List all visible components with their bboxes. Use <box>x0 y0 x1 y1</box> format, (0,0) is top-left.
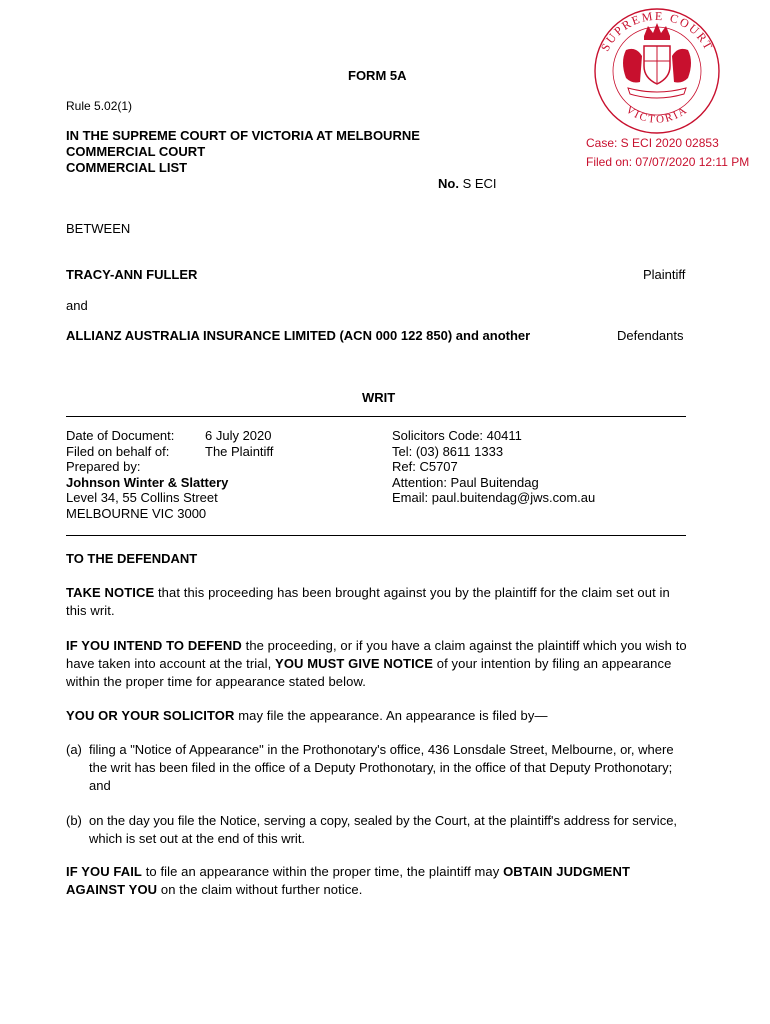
email: Email: paul.buitendag@jws.com.au <box>392 490 596 506</box>
intend-to-defend-paragraph <box>66 637 690 691</box>
law-firm-name: Johnson Winter & Slattery <box>66 474 229 490</box>
intend-to-defend-bold: IF YOU INTEND TO DEFEND <box>66 638 242 653</box>
case-number-stamp: Case: S ECI 2020 02853 <box>586 136 719 150</box>
telephone: Tel: (03) 8611 1333 <box>392 443 504 459</box>
must-give-notice-bold: YOU MUST GIVE NOTICE <box>275 656 434 671</box>
attention: Attention: Paul Buitendag <box>392 474 539 490</box>
obtain-judgment-bold: OBTAIN JUDGMENT AGAINST YOU <box>66 864 630 897</box>
date-label: Date of Document: <box>66 428 175 443</box>
filed-behalf-label: Filed on behalf of: <box>66 443 170 459</box>
plaintiff-name: TRACY-ANN FULLER <box>66 267 198 282</box>
list-item-b <box>66 812 690 848</box>
form-title: FORM 5A <box>348 68 407 83</box>
and-label: and <box>66 298 88 313</box>
take-notice-paragraph <box>66 584 690 620</box>
if-you-fail-end: on the claim without further notice. <box>157 882 363 897</box>
list-item-a <box>66 741 690 795</box>
take-notice-text: that this proceeding has been brought against you by the plaintiff for the claim set out in this writ. <box>66 585 670 618</box>
list-item-b-label: (b) <box>66 813 82 828</box>
date-value: 6 July 2020 <box>205 428 272 443</box>
details-top-rule <box>66 416 686 417</box>
court-line-3: COMMERCIAL LIST <box>66 160 188 175</box>
solicitor-text: may file the appearance. An appearance is filed by— <box>234 708 548 723</box>
plaintiff-role: Plaintiff <box>643 267 686 282</box>
prepared-by-label: Prepared by: <box>66 459 141 475</box>
details-bottom-rule <box>66 535 686 536</box>
firm-address-1: Level 34, 55 Collins Street <box>66 490 218 506</box>
intend-to-defend-text: the proceeding, or if you have a claim against the plaintiff which you wish to have taken into account at the trial, <box>66 638 687 671</box>
court-line-1: IN THE SUPREME COURT OF VICTORIA AT MELBOURNE <box>66 128 420 143</box>
list-item-b-text: on the day you file the Notice, serving a copy, sealed by the Court, at the plaintiff's address for service, which is set out at the end of this writ. <box>89 813 678 846</box>
defendant-name: ALLIANZ AUSTRALIA INSURANCE LIMITED (ACN 000 122 850) and another <box>66 328 531 343</box>
if-you-fail-paragraph <box>66 863 690 899</box>
filed-on-stamp: Filed on: 07/07/2020 12:11 PM <box>586 155 750 169</box>
supreme-court-seal-icon <box>586 6 728 136</box>
to-defendant-heading: TO THE DEFENDANT <box>66 551 198 566</box>
firm-address-2: MELBOURNE VIC 3000 <box>66 505 207 521</box>
proceeding-number-label: No. <box>438 176 459 191</box>
court-line-2: COMMERCIAL COURT <box>66 144 206 159</box>
solicitor-paragraph <box>66 707 690 725</box>
if-you-fail-bold: IF YOU FAIL <box>66 864 142 879</box>
defendant-role: Defendants <box>617 328 684 343</box>
document-title: WRIT <box>362 390 396 405</box>
document-details-left <box>66 428 273 522</box>
proceeding-number <box>438 176 497 191</box>
svg-text:VICTORIA <box>624 104 691 126</box>
reference: Ref: C5707 <box>392 459 458 475</box>
solicitors-code: Solicitors Code: 40411 <box>392 428 522 443</box>
document-details-right <box>392 428 595 506</box>
seal-bottom-text: VICTORIA <box>623 103 691 126</box>
list-item-a-label: (a) <box>66 742 82 757</box>
intend-to-defend-end: of your intention by filing an appearance within the proper time for appearance stated below. <box>66 656 672 689</box>
filed-behalf-value: The Plaintiff <box>205 443 274 459</box>
court-heading <box>66 128 420 176</box>
rule-reference: Rule 5.02(1) <box>66 99 133 113</box>
proceeding-number-value: S ECI <box>462 176 497 191</box>
seal-top-text: SUPREME COURT <box>597 8 717 54</box>
if-you-fail-text: to file an appearance within the proper time, the plaintiff may <box>141 864 504 879</box>
solicitor-bold: YOU OR YOUR SOLICITOR <box>66 708 235 723</box>
take-notice-bold: TAKE NOTICE <box>66 585 155 600</box>
between-label: BETWEEN <box>66 221 131 236</box>
list-item-a-text: filing a "Notice of Appearance" in the Prothonotary's office, 436 Lonsdale Street, Melbourne, or, where the writ has been filed in the office of a Deputy Prothonotary, in the office of that Deputy Prothonotary; and <box>89 742 674 793</box>
